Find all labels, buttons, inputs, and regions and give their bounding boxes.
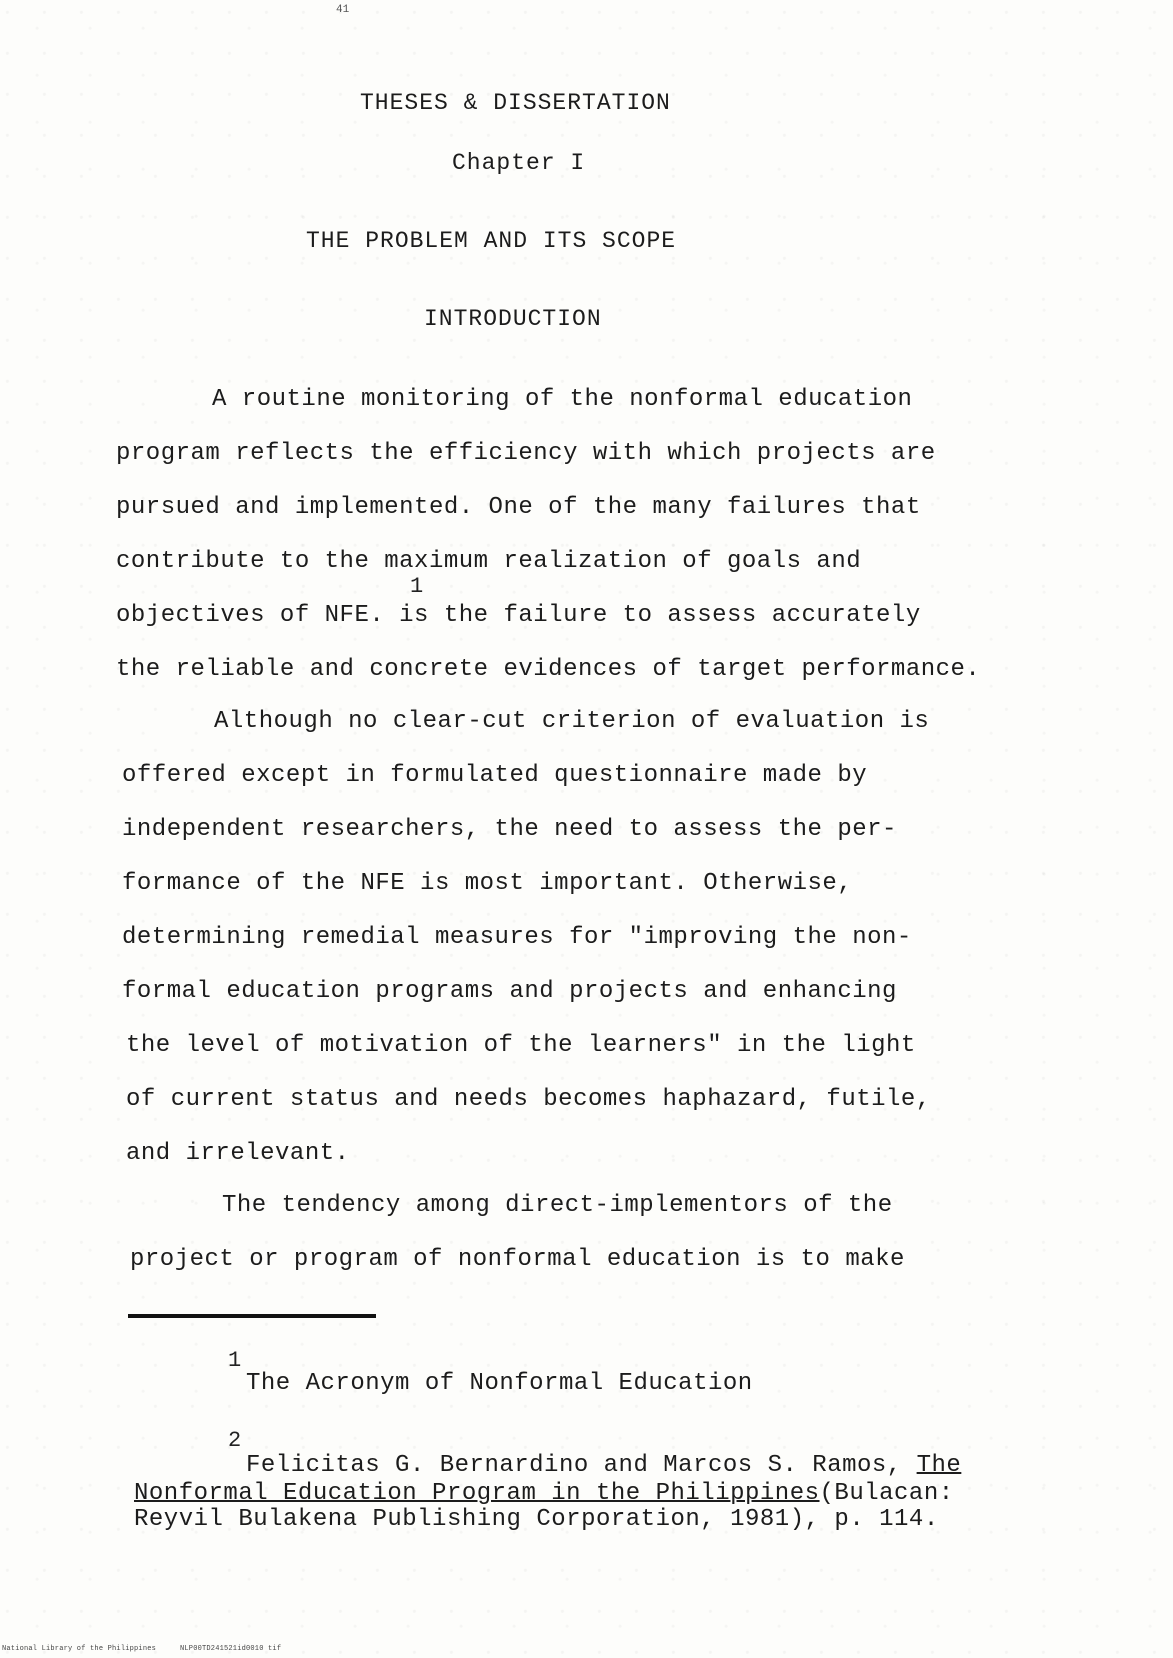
body-line: the reliable and concrete evidences of target performance. <box>116 656 981 683</box>
footnote-2-line-2 <box>134 1480 954 1507</box>
body-line: the level of motivation of the learners" in the light <box>126 1032 916 1059</box>
body-line: determining remedial measures for "improving the non- <box>122 924 912 951</box>
footnote-2-line-3: Reyvil Bulakena Publishing Corporation, 1981), p. 114. <box>134 1506 939 1533</box>
body-line: objectives of NFE. is the failure to assess accurately <box>116 602 921 629</box>
body-line: contribute to the maximum realization of goals and <box>116 548 862 575</box>
body-line: of current status and needs becomes haphazard, futile, <box>126 1086 931 1113</box>
footer-library: National Library of the Philippines <box>2 1645 157 1653</box>
stamp-heading: THESES & DISSERTATION <box>360 90 671 116</box>
footnote-2-line-1 <box>246 1452 961 1479</box>
footnote-2-authors: Felicitas G. Bernardino and Marcos S. Ramos, <box>246 1452 902 1479</box>
footnote-2-number: 2 <box>228 1428 242 1453</box>
body-line: Although no clear-cut criterion of evaluation is <box>214 708 930 735</box>
footnote-2-place: (Bulacan: <box>819 1480 954 1507</box>
chapter-heading: Chapter I <box>452 150 586 176</box>
chapter-title: THE PROBLEM AND ITS SCOPE <box>306 228 677 254</box>
body-line: and irrelevant. <box>126 1140 350 1167</box>
section-heading: INTRODUCTION <box>424 306 602 332</box>
footnote-1-number: 1 <box>228 1348 242 1373</box>
footnote-2-title-start: The <box>916 1452 962 1479</box>
footnote-1-text: The Acronym of Nonformal Education <box>246 1370 753 1397</box>
footnote-ref-1: 1 <box>410 574 424 599</box>
footnote-divider <box>128 1314 376 1318</box>
page-mark: 41 <box>336 4 350 16</box>
body-line: project or program of nonformal education is to make <box>130 1246 905 1273</box>
footnote-2-title: Nonformal Education Program in the Philippines <box>134 1480 820 1507</box>
footer-file-id: NLP00TD241521id0010 tif <box>180 1645 282 1653</box>
body-line: formance of the NFE is most important. Otherwise, <box>122 870 853 897</box>
body-line: independent researchers, the need to assess the per- <box>122 816 897 843</box>
body-line: The tendency among direct-implementors of the <box>222 1192 893 1219</box>
body-line: pursued and implemented. One of the many failures that <box>116 494 921 521</box>
body-line: A routine monitoring of the nonformal education <box>212 386 913 413</box>
body-line: offered except in formulated questionnaire made by <box>122 762 868 789</box>
body-line: program reflects the efficiency with which projects are <box>116 440 936 467</box>
body-line: formal education programs and projects and enhancing <box>122 978 897 1005</box>
